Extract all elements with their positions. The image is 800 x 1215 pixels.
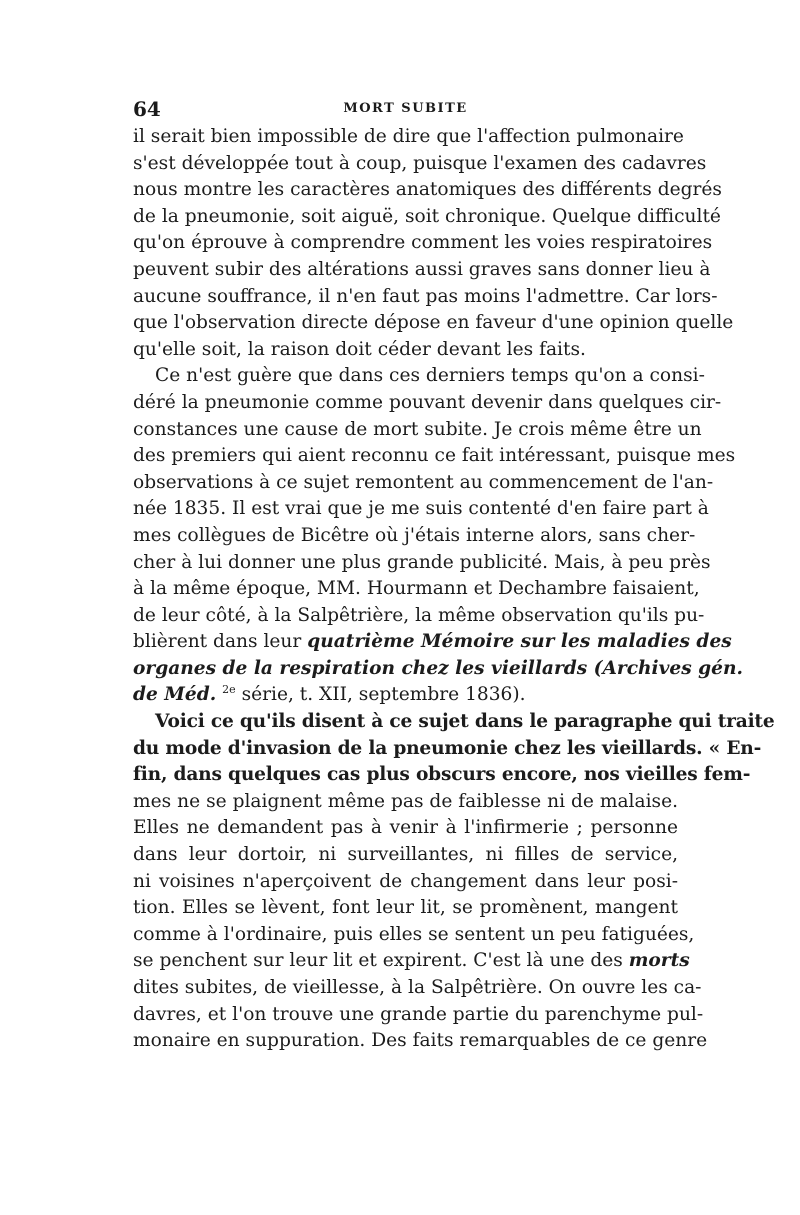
paragraph-first-line: Ce n'est guère que dans ces derniers temps qu'on a consi- [155,365,705,387]
paragraph-first-line: Voici ce qu'ils disent à ce sujet dans le paragraphe qui traite [155,711,775,733]
text-line: mes ne se plaignent même pas de faiblesse ni de malaise. [133,790,678,812]
text-line: déré la pneumonie comme pouvant devenir dans quelques cir- [133,391,722,413]
text-line: mes collègues de Bicêtre où j'étais interne alors, sans cher- [133,524,696,546]
text-line: tion. Elles se lèvent, font leur lit, se promènent, mangent [133,897,678,919]
text-line: monaire en suppuration. Des faits remarquables de ce genre [133,1030,708,1052]
text-line: que l'observation directe dépose en faveur d'une opinion quelle [133,312,734,334]
text-line: dites subites, de vieillesse, à la Salpêtrière. On ouvre les ca- [133,977,702,998]
text-line: peuvent subir des altérations aussi graves sans donner lieu à [133,258,711,280]
text-line: qu'on éprouve à comprendre comment les voies respiratoires [133,232,713,254]
text-line: comme à l'ordinaire, puis elles se sentent un peu fatiguées, [133,923,695,945]
text-line: il serait bien impossible de dire que l'affection pulmonaire [133,126,684,147]
text-line: qu'elle soit, la raison doit céder devant les faits. [133,338,586,360]
text-line: fin, dans quelques cas plus obscurs encore, nos vieilles fem- [133,764,751,786]
text-line: Elles ne demandent pas à venir à l'infirmerie ; personne [133,817,678,839]
text-line: à la même époque, MM. Hourmann et Dechambre faisaient, [133,578,700,600]
text-line: ni voisines n'aperçoivent de changement dans leur posi- [133,870,678,892]
cited-title: de Méd. [133,684,217,706]
text-line [133,682,678,709]
text-line [133,629,732,656]
text-line: cher à lui donner une plus grande publicité. Mais, à peu près [133,551,711,573]
page-number: 64 [133,97,161,121]
text-line: dans leur dortoir, ni surveillantes, ni filles de service, [133,844,678,866]
text-line: du mode d'invasion de la pneumonie chez les vieillards. « En- [133,737,762,759]
text-line: née 1835. Il est vrai que je me suis contenté d'en faire part à [133,498,709,520]
text-line [133,948,690,975]
superscript: 2e [222,683,236,697]
text-line: constances une cause de mort subite. Je crois même être un [133,418,702,440]
running-head: MORT SUBITE [343,101,468,116]
text-segment: série, t. XII, septembre 1836). [241,684,526,706]
cited-title-line: organes de la respiration chez les vieillards (Archives gén. [133,657,744,679]
text-line: de leur côté, à la Salpêtrière, la même observation qu'ils pu- [133,604,705,626]
text-line: observations à ce sujet remontent au commencement de l'an- [133,471,714,493]
text-line: nous montre les caractères anatomiques des différents degrés [133,179,722,201]
emphasis: morts [628,950,690,972]
text-segment: blièrent dans leur [133,631,302,653]
text-line: davres, et l'on trouve une grande partie du parenchyme pul- [133,1003,704,1025]
text-line: de la pneumonie, soit aiguë, soit chronique. Quelque difficulté [133,205,721,227]
text-line: des premiers qui aient reconnu ce fait intéressant, puisque mes [133,445,736,467]
text-segment: se penchent sur leur lit et expirent. C'est là une des [133,950,623,972]
text-line: s'est développée tout à coup, puisque l'examen des cadavres [133,152,707,174]
text-line: aucune souffrance, il n'en faut pas moins l'admettre. Car lors- [133,285,718,307]
cited-title: quatrième Mémoire sur les maladies des [307,631,732,653]
page-header [133,95,678,123]
body-text [133,124,775,1055]
